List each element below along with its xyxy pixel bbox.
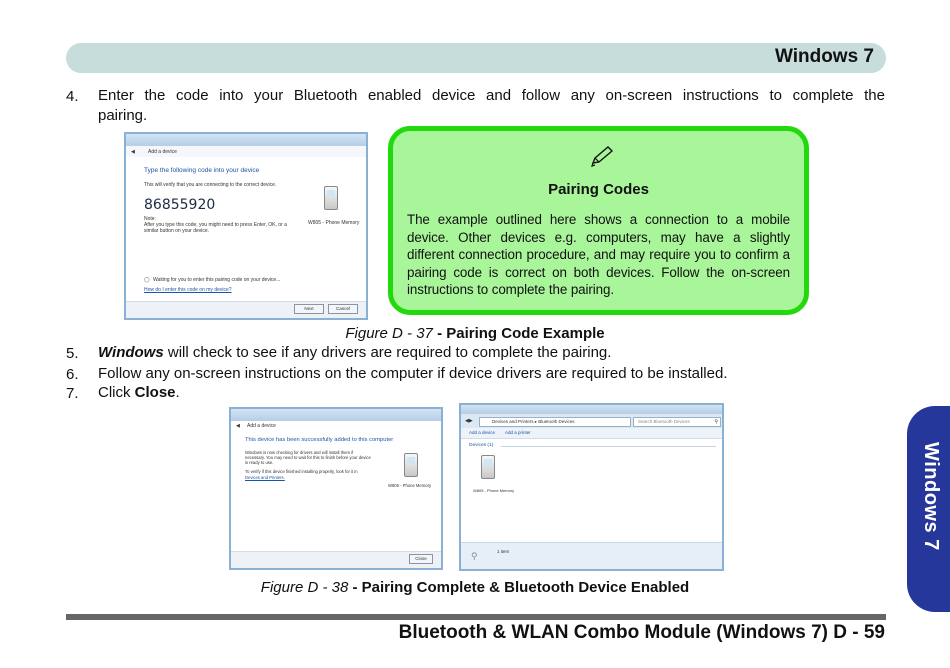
step-5-text: [98, 343, 611, 363]
waiting-text: Waiting for you to enter this pairing code on your device...: [153, 277, 281, 283]
step-6-number: 6.: [66, 366, 79, 383]
figure-38-title: - Pairing Complete & Bluetooth Device Enabled: [352, 579, 690, 596]
back-arrow-icon: ◀: [236, 423, 240, 429]
step-4-line1: Enter the code into your Bluetooth enabled device and follow any on-screen instructions to complete the: [98, 87, 885, 104]
device-label: W805 - Phone Memory: [473, 488, 515, 493]
step-4-line2: pairing.: [98, 107, 148, 124]
next-button[interactable]: Next: [294, 304, 324, 314]
step-5-number: 5.: [66, 345, 79, 362]
step-7-text: Click Close.: [98, 384, 180, 401]
window-titlebar: [126, 134, 366, 146]
step-5-rest: will check to see if any drivers are required to complete the pairing.: [163, 344, 612, 361]
bluetooth-devices-screenshot: [459, 403, 724, 571]
note-text: After you type this code, you might need to press Enter, OK, or a similar button on your device.: [144, 222, 287, 234]
nav-arrows-icon[interactable]: ◀▶: [465, 418, 473, 424]
devices-group-header: Devices (1): [469, 443, 494, 448]
cancel-button[interactable]: Cancel: [328, 304, 358, 314]
side-tab-label: Windows 7: [920, 442, 942, 551]
step-7-number: 7.: [66, 385, 79, 402]
header-title: Windows 7: [774, 46, 874, 67]
step-5-windows: Windows: [98, 344, 164, 361]
pairing-code: 86855920: [144, 197, 216, 213]
callout-body: The example outlined here shows a connection to a mobile device. Other devices e.g. computers, may have a slightly different connection procedure, and may require you to confirm a pairing code is correct on both devices. Follow the on-screen instructions to complete the pairing.: [407, 212, 790, 298]
address-text: Devices and Printers ▸ Bluetooth Devices: [492, 419, 575, 424]
add-printer-command[interactable]: Add a printer: [505, 430, 531, 435]
device-label: W805 - Phone Memory: [308, 220, 360, 226]
success-heading: This device has been successfully added to this computer: [245, 437, 394, 443]
step-7-close: Close: [134, 384, 176, 401]
figure-37-label: Figure D - 37: [345, 325, 433, 342]
address-bar[interactable]: [479, 417, 631, 427]
header-bar: [66, 43, 886, 73]
callout-title: Pairing Codes: [548, 181, 649, 198]
figure-37-title: - Pairing Code Example: [437, 325, 605, 342]
code-subtext: This will verify that you are connecting to the correct device.: [144, 182, 277, 188]
window-titlebar: [231, 409, 441, 421]
devices-printers-link[interactable]: Devices and Printers.: [245, 475, 285, 480]
search-box[interactable]: [633, 417, 721, 427]
note-label: Note:: [144, 216, 156, 222]
device-label: W805 - Phone Memory: [388, 483, 432, 488]
waiting-spinner-icon: ◯: [144, 277, 150, 283]
close-button[interactable]: Close: [409, 554, 433, 564]
search-icon: ⚲: [714, 419, 718, 425]
window-title: Add a device: [247, 423, 276, 429]
pairing-code-screenshot: [124, 132, 368, 320]
pencil-icon: [589, 145, 615, 167]
figure-37-caption: [0, 325, 950, 342]
window-titlebar: [461, 405, 722, 414]
device-added-screenshot: ◀ Add a device This device has been successfully added to this computer Windows is now checking for drivers and will install them if necessary. You may need to wait for this to finish before your device is ready to use. To verify if this device finished installing properly, look for it in Devices and Printers. W805 - Phone Memory Close: [229, 407, 443, 570]
step-6-text: Follow any on-screen instructions on the computer if device drivers are required to be installed.: [98, 365, 728, 382]
help-link[interactable]: How do I enter this code on my device?: [144, 287, 232, 293]
status-count: 1 item: [497, 549, 510, 554]
footer-title: Bluetooth & WLAN Combo Module (Windows 7) D - 59: [398, 622, 885, 643]
code-heading: Type the following code into your device: [144, 167, 260, 174]
step-4-number: 4.: [66, 88, 79, 105]
window-title: Add a device: [148, 149, 177, 155]
bluetooth-devices-icon: ⚲: [471, 551, 478, 561]
phone-icon: [404, 453, 418, 477]
figure-38-label: Figure D - 38: [260, 579, 349, 596]
add-device-command[interactable]: Add a device: [469, 430, 496, 435]
search-placeholder: Search Bluetooth Devices: [638, 419, 690, 424]
footer-rule: [66, 614, 886, 620]
phone-icon: [324, 186, 338, 210]
back-arrow-icon: ◀: [131, 149, 135, 155]
figure-38-caption: [0, 579, 950, 596]
phone-icon[interactable]: [481, 455, 495, 479]
pairing-codes-callout: [388, 126, 809, 315]
